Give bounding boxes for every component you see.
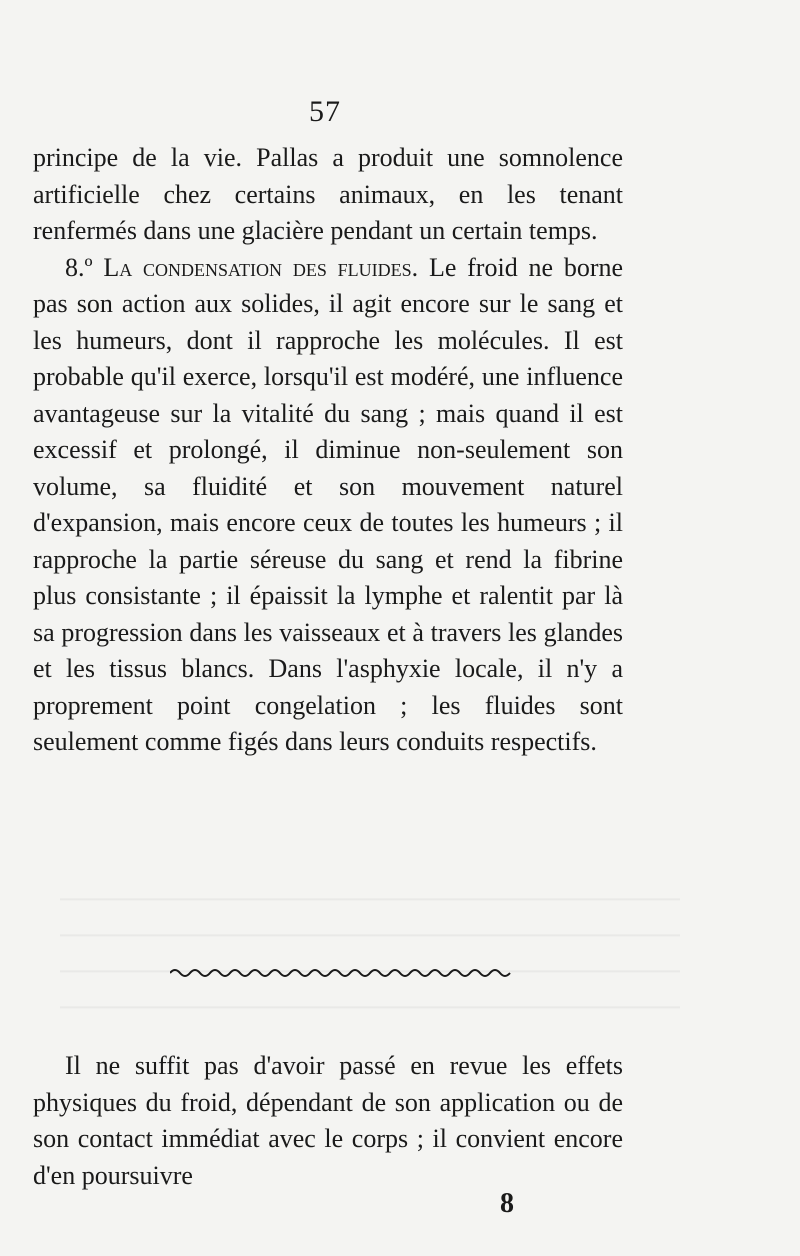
page-number: 57 [309, 95, 341, 128]
ornamental-divider [170, 967, 515, 979]
wavy-rule-icon [170, 967, 515, 979]
section-paragraph [33, 250, 623, 761]
paragraph-lower: Il ne suffit pas d'avoir passé en revue les effets physiques du froid, dépendant de son application ou de son contact immédiat avec le corps ; il convient encore d'en poursuivre [33, 1051, 623, 1190]
section-text: Le froid ne borne pas son action aux solides, il agit encore sur le sang et les humeurs, dont il rapproche les molécules. Il est probable qu'il exerce, lorsqu'il est modéré, une influence avantageuse sur la vitalité du sang ; mais quand il est excessif et prolongé, il diminue non-seulement son volume, sa fluidité et son mouvement naturel d'expansion, mais encore ceux de toutes les humeurs ; il rapproche la partie séreuse du sang et rend la fibrine plus consistante ; il épaissit la lymphe et ralentit par là sa progression dans les vaisseaux et à travers les glandes et les tissus blancs. Dans l'asphyxie locale, il n'y a proprement point congelation ; les fluides sont seulement comme figés dans leurs conduits respectifs. [33, 252, 624, 756]
signature-mark: 8 [500, 1188, 514, 1219]
paragraph-continuation: principe de la vie. Pallas a produit une somnolence artificielle chez certains animaux, en les tenant renfermés dans une glacière pendant un certain temps. [33, 143, 623, 245]
text-block-lower [33, 1048, 623, 1194]
bleed-through-texture [60, 880, 680, 1020]
text-block-upper [33, 140, 623, 761]
section-heading: La condensation des fluides. [103, 252, 419, 282]
section-number: 8.º [65, 252, 93, 282]
